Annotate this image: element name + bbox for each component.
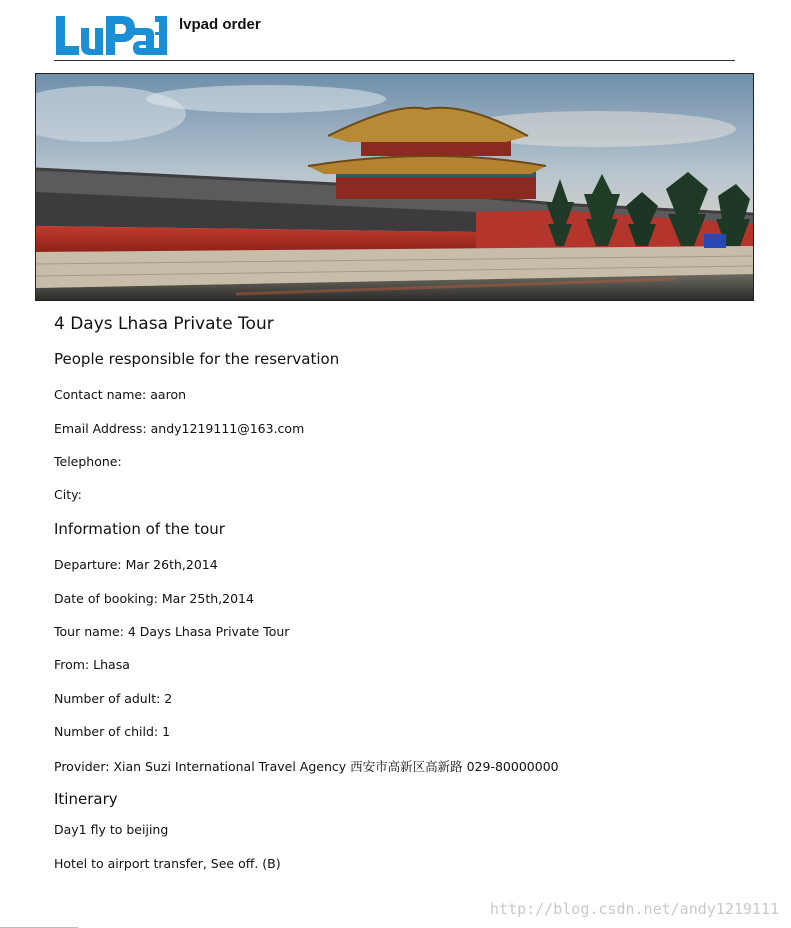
provider-value: Xian Suzi International Travel Agency 西安市高新区高新路 029-80000000 <box>113 759 559 774</box>
booking-date-value: Mar 25th,2014 <box>161 591 254 606</box>
tour-name-label: Tour name: <box>54 624 124 639</box>
reservation-heading: People responsible for the reservation <box>54 350 340 368</box>
itinerary-day1: Day1 fly to beijing <box>54 822 169 837</box>
child-count-value: 1 <box>162 724 171 739</box>
itinerary-transfer: Hotel to airport transfer, See off. (B) <box>54 856 281 871</box>
page-header <box>54 14 735 61</box>
telephone-label: Telephone: <box>54 454 122 469</box>
watermark: http://blog.csdn.net/andy1219111 <box>490 900 779 918</box>
booking-date-label: Date of booking: <box>54 591 158 606</box>
banner-image <box>35 73 754 301</box>
adult-count-label: Number of adult: <box>54 691 161 706</box>
from-line <box>54 657 130 672</box>
telephone-line <box>54 454 122 469</box>
header-title: lvpad order <box>179 16 261 33</box>
tour-name-value: 4 Days Lhasa Private Tour <box>127 624 290 639</box>
departure-label: Departure: <box>54 557 122 572</box>
itinerary-heading: Itinerary <box>54 790 118 808</box>
email-label: Email Address: <box>54 421 147 436</box>
booking-date-line <box>54 591 254 606</box>
lupad-logo <box>54 14 169 57</box>
contact-name-value: aaron <box>150 387 187 402</box>
city-line <box>54 487 82 502</box>
adult-count-line <box>54 691 172 706</box>
child-count-line <box>54 724 170 739</box>
departure-line <box>54 557 218 572</box>
provider-label: Provider: <box>54 759 110 774</box>
departure-value: Mar 26th,2014 <box>125 557 218 572</box>
adult-count-value: 2 <box>164 691 173 706</box>
email-value: andy1219111@163.com <box>150 421 305 436</box>
contact-name-line <box>54 387 186 402</box>
forbidden-city-photo <box>36 74 753 300</box>
tour-title: 4 Days Lhasa Private Tour <box>54 314 274 334</box>
tour-info-heading: Information of the tour <box>54 520 225 538</box>
email-line <box>54 421 304 436</box>
child-count-label: Number of child: <box>54 724 159 739</box>
tour-name-line <box>54 624 289 639</box>
contact-name-label: Contact name: <box>54 387 147 402</box>
city-label: City: <box>54 487 82 502</box>
from-label: From: <box>54 657 90 672</box>
from-value: Lhasa <box>93 657 130 672</box>
provider-line <box>54 757 559 775</box>
